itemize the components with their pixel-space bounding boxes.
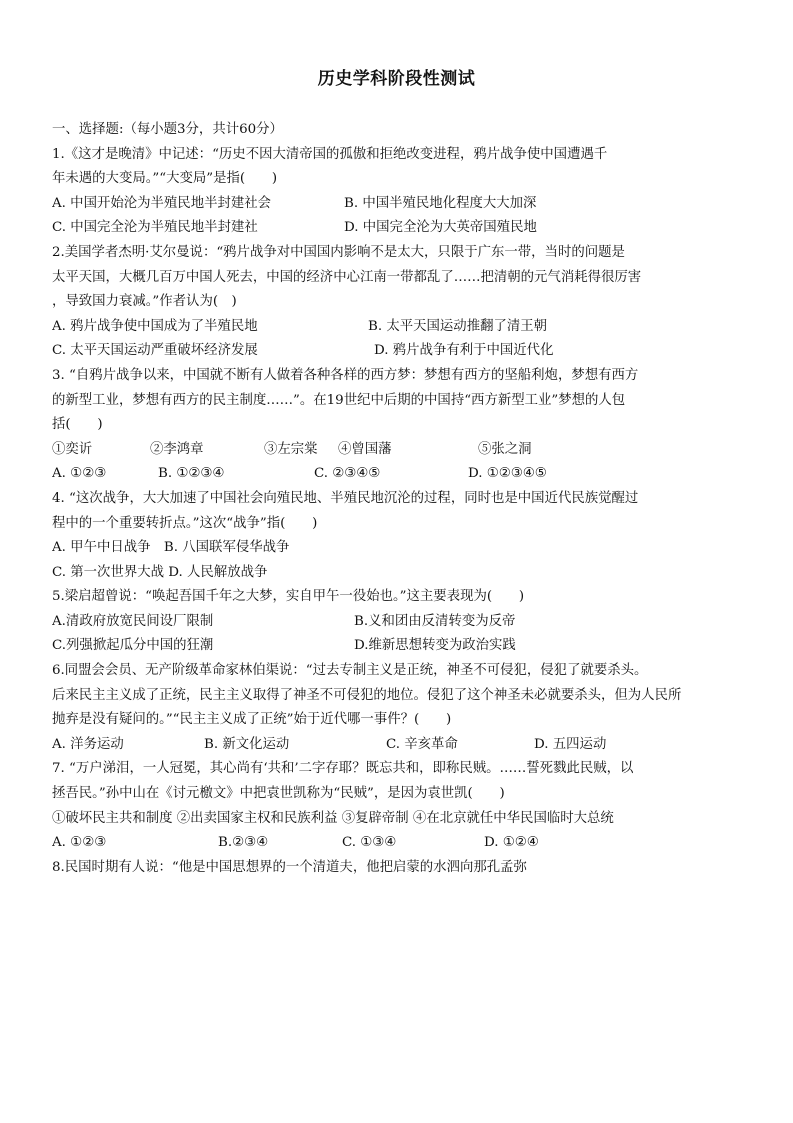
q3-options-row (52, 462, 742, 487)
q6-stem-line-1: 6.同盟会会员、无产阶级革命家林伯渠说：“过去专制主义是正统，神圣不可侵犯，侵犯了就要杀头。 (52, 663, 648, 679)
q2-stem-line-1: 2.美国学者杰明·艾尔曼说：“鸦片战争对中国国内影响不是太大，只限于广东一带，当时的问题是 (52, 244, 625, 260)
q6-option-b: B. 新文化运动 (204, 736, 290, 752)
q5-option-a: A.清政府放宽民间设厂限制 (52, 613, 214, 629)
q2-option-b: B. 太平天国运动推翻了清王朝 (368, 318, 548, 334)
q1-options-row-1 (52, 192, 742, 217)
q3-stem-line-1: 3. “自鸦片战争以来，中国就不断有人做着各种各样的西方梦：梦想有西方的坚船利炮，梦想有西方 (52, 367, 639, 383)
q7-option-b: B.②③④ (218, 835, 269, 851)
q6-options-row (52, 733, 742, 758)
page-title: 历史学科阶段性测试 (317, 69, 476, 89)
q2-option-d: D. 鸦片战争有利于中国近代化 (374, 343, 554, 359)
q3-stem-line-2: 的新型工业，梦想有西方的民主制度……”。在19世纪中后期的中国持“西方新型工业”梦想的人包 (52, 392, 626, 408)
q3-item-3: ③左宗棠 (264, 441, 318, 457)
q7-stem-line-2: 拯吾民。”孙中山在《讨元檄文》中把袁世凯称为“民贼”，是因为袁世凯( ) (52, 786, 505, 802)
q7-stem-line-1: 7. “万户涕泪，一人冠冕，其心尚有‘共和’二字存耶？既忘共和，即称民贼。……誓死戮此民贼，以 (52, 761, 634, 777)
q2-options-row-1 (52, 315, 742, 340)
q7-items: ①破坏民主共和制度 ②出卖国家主权和民族利益 ③复辟帝制 ④在北京就任中华民国临时大总统 (52, 810, 614, 826)
q1-options-row-2 (52, 216, 742, 241)
q3-item-1: ①奕䜣 (52, 441, 93, 457)
q1-option-b: B. 中国半殖民地化程度大大加深 (344, 195, 537, 211)
q6-stem-line-3: 抛弃是没有疑问的。”“民主主义成了正统”始于近代哪一事件？( ) (52, 712, 452, 728)
q4-options-ab: A. 甲午中日战争 B. 八国联军侵华战争 (52, 540, 290, 556)
q1-stem-line-1: 1.《这才是晚清》中记述：“历史不因大清帝国的孤傲和拒绝改变进程，鸦片战争使中国遭遇千 (52, 146, 608, 162)
q2-stem-line-3: ，导致国力衰减。”作者认为( ) (52, 294, 237, 310)
q6-option-d: D. 五四运动 (534, 736, 607, 752)
q4-stem-line-2: 程中的一个重要转折点。”这次“战争”指( ) (52, 515, 318, 531)
q6-option-a: A. 洋务运动 (52, 736, 124, 752)
q3-option-b: B. ①②③④ (158, 466, 225, 482)
q2-option-c: C. 太平天国运动严重破坏经济发展 (52, 343, 258, 359)
q3-items-row (52, 438, 742, 463)
q5-option-d: D.维新思想转变为政治实践 (354, 638, 516, 654)
question-list (52, 118, 742, 880)
q5-options-row-1 (52, 610, 742, 635)
q7-option-a: A. ①②③ (52, 835, 107, 851)
q1-option-c: C. 中国完全沦为半殖民地半封建社 (52, 220, 258, 236)
q1-stem-line-2: 年未遇的大变局。”“大变局”是指( ) (52, 171, 278, 187)
q1-option-a: A. 中国开始沦为半殖民地半封建社会 (52, 195, 272, 211)
q3-option-a: A. ①②③ (52, 466, 107, 482)
q2-options-row-2 (52, 339, 742, 364)
q5-options-row-2 (52, 634, 742, 659)
q2-option-a: A. 鸦片战争使中国成为了半殖民地 (52, 318, 258, 334)
q6-stem-line-2: 后来民主主义成了正统，民主主义取得了神圣不可侵犯的地位。侵犯了这个神圣未必就要杀头，但为人民所 (52, 687, 682, 703)
q5-stem: 5.梁启超曾说：“唤起吾国千年之大梦，实自甲午一役始也。”这主要表现为( ) (52, 589, 525, 605)
section-heading: 一、选择题:（每小题3分，共计60分） (52, 122, 283, 137)
q1-option-d: D. 中国完全沦为大英帝国殖民地 (344, 220, 537, 236)
q7-options-row (52, 831, 742, 856)
q6-option-c: C. 辛亥革命 (386, 736, 458, 752)
q3-item-2: ②李鸿章 (150, 441, 204, 457)
q2-stem-line-2: 太平天国，大概几百万中国人死去，中国的经济中心江南一带都乱了……把清朝的元气消耗得很厉害 (52, 269, 642, 285)
q3-option-d: D. ①②③④⑤ (468, 466, 547, 482)
q4-stem-line-1: 4. “这次战争，大大加速了中国社会向殖民地、半殖民地沉沦的过程，同时也是中国近代民族觉醒过 (52, 490, 639, 506)
q5-option-c: C.列强掀起瓜分中国的狂潮 (52, 638, 214, 654)
q3-option-c: C. ②③④⑤ (314, 466, 381, 482)
q4-options-cd: C. 第一次世界大战 D. 人民解放战争 (52, 564, 268, 580)
q5-option-b: B.义和团由反清转变为反帝 (354, 613, 516, 629)
q3-stem-line-3: 括( ) (52, 417, 103, 433)
q7-option-d: D. ①②④ (484, 835, 539, 851)
q3-item-4: ④曾国藩 (338, 441, 392, 457)
q3-item-5: ⑤张之洞 (478, 441, 532, 457)
q7-option-c: C. ①③④ (342, 835, 397, 851)
q8-stem-line-1: 8.民国时期有人说：“他是中国思想界的一个清道夫，他把启蒙的水泗向那孔孟弥 (52, 859, 527, 875)
